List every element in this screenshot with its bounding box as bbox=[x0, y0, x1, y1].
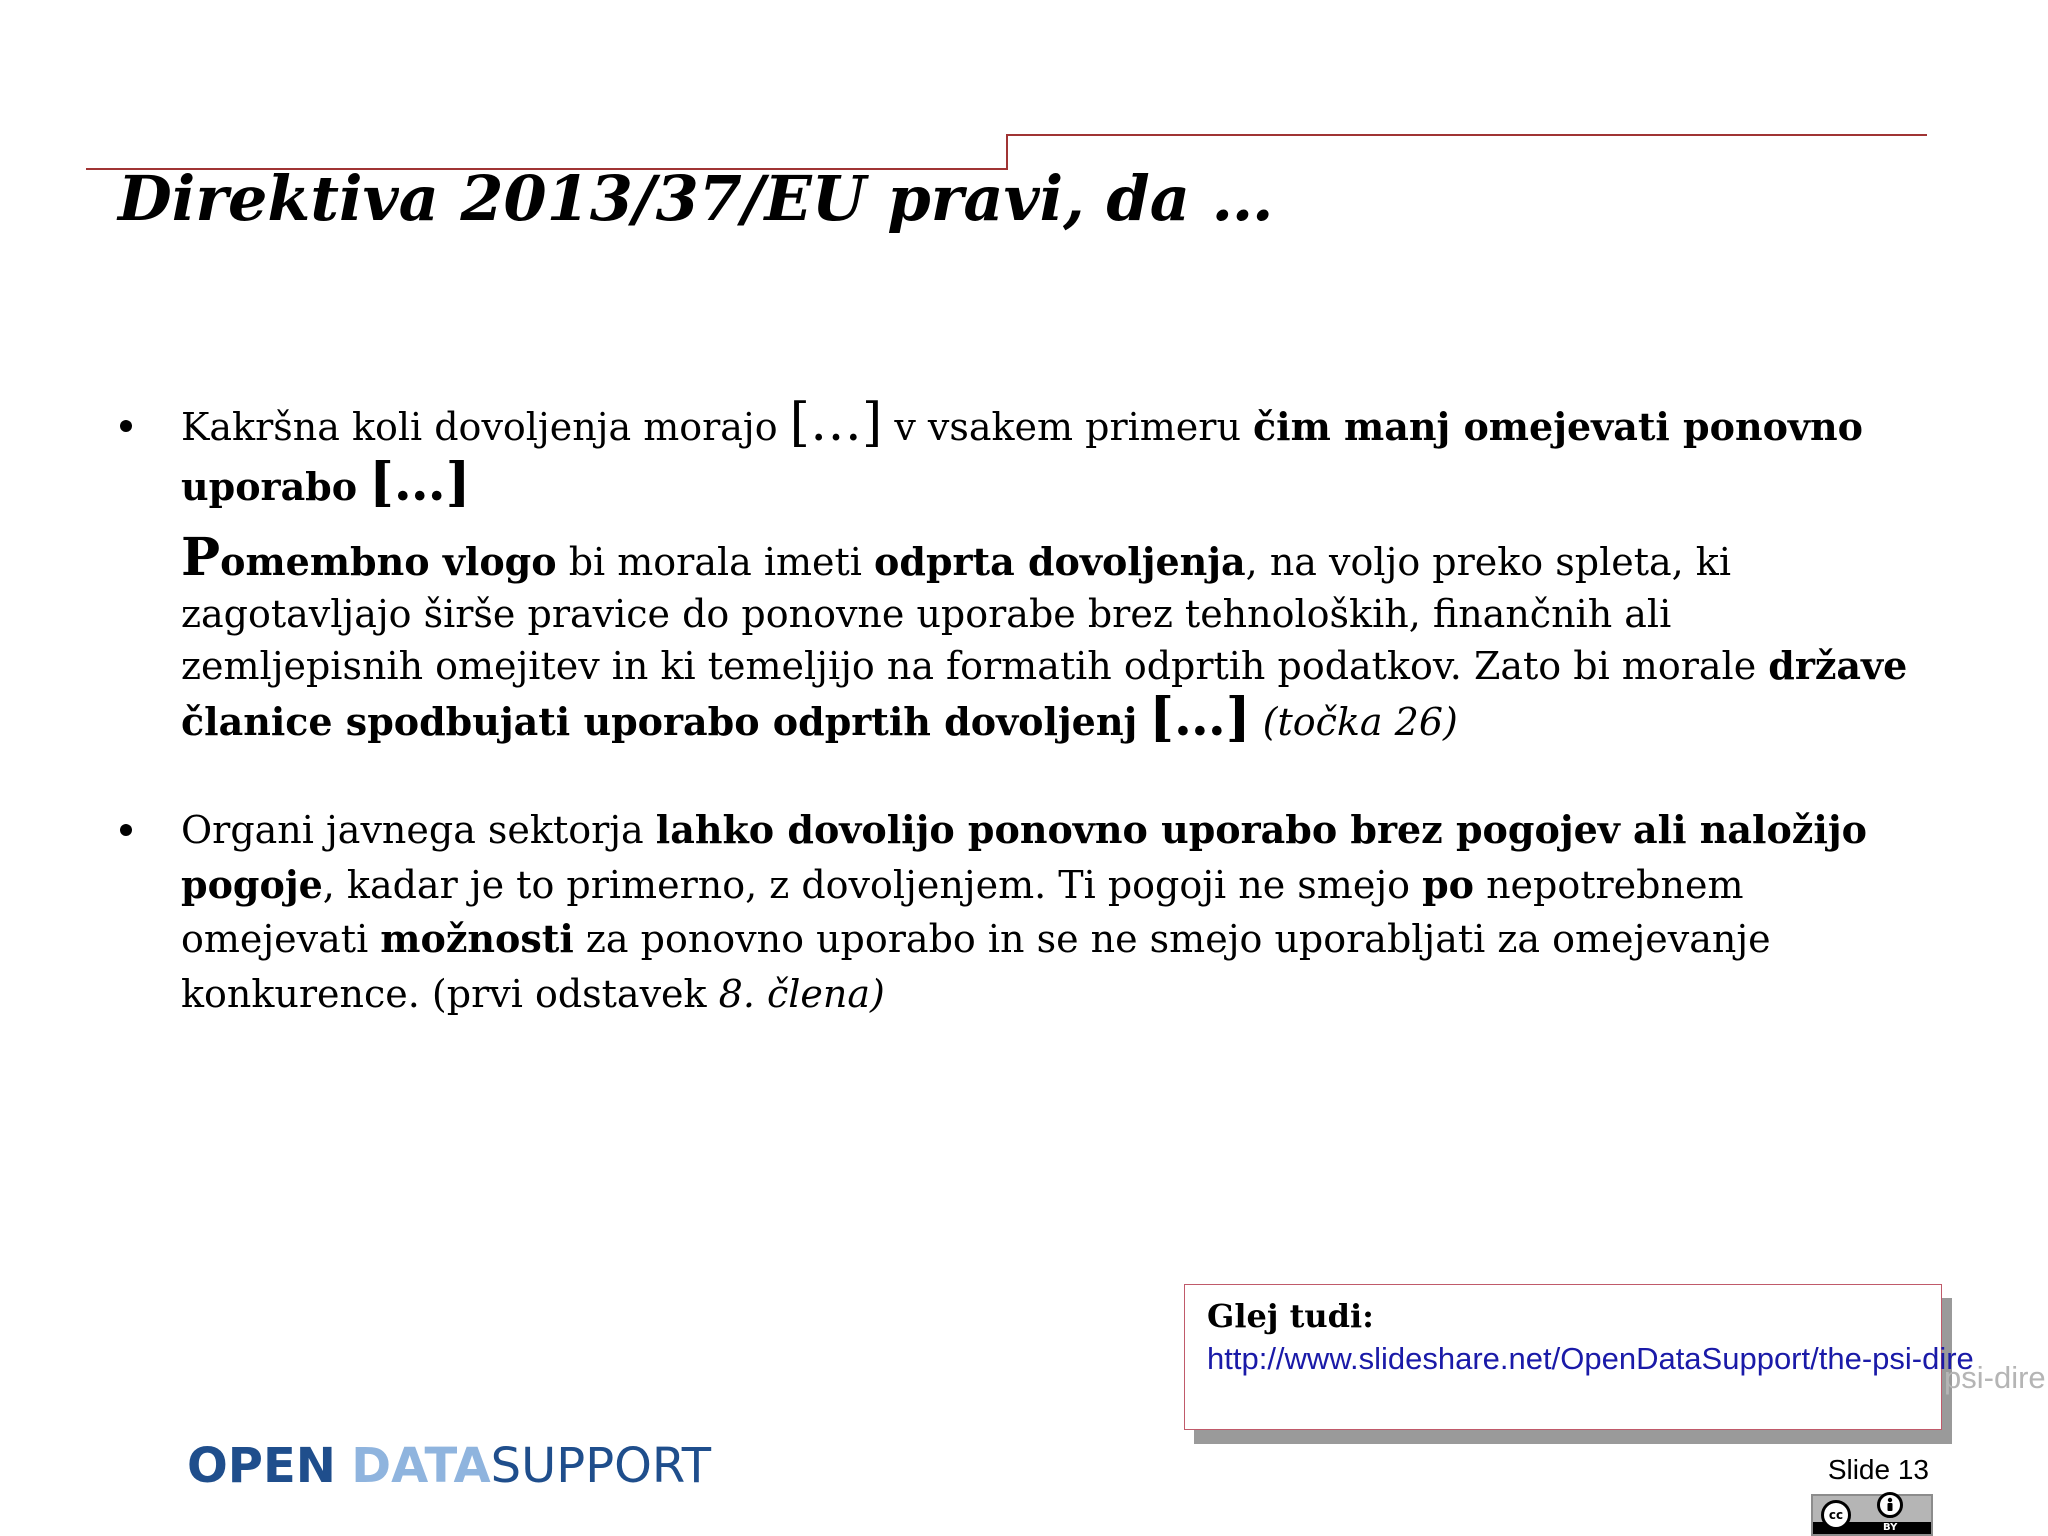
bullet-2-paragraph bbox=[181, 803, 1921, 1021]
attribution-icon bbox=[1877, 1492, 1903, 1518]
cc-icon: cc bbox=[1821, 1500, 1851, 1530]
text: , na voljo preko spleta, ki zagotavljajo širše pravice do ponovne uporabe brez tehnoloških, finančnih ali zemljepisnih omejitev in ki temeljijo na formatih odprtih podatkov. Zato bi morale bbox=[181, 540, 1769, 688]
emphasis: omembno vlogo bbox=[220, 539, 557, 584]
title-rule-right bbox=[1006, 134, 1927, 136]
bullet-1-paragraph bbox=[181, 527, 1921, 748]
text: bi morala imeti bbox=[556, 540, 875, 584]
reference: 8. člena) bbox=[718, 971, 885, 1016]
link-overflow-ghost: psi-dire bbox=[1944, 1360, 2046, 1395]
text: za ponovno uporabo in se ne smejo uporabljati za omejevanje konkurence. (prvi odstavek bbox=[181, 917, 1771, 1016]
bullet-marker-2 bbox=[120, 824, 132, 836]
text: v vsakem primeru bbox=[882, 405, 1254, 449]
bullet-marker-1 bbox=[120, 420, 132, 432]
text: nepotrebnem omejevati bbox=[181, 862, 1744, 961]
emphasis: po bbox=[1422, 861, 1474, 907]
logo-word-support: SUPPORT bbox=[490, 1438, 712, 1494]
text: Kakršna koli dovoljenja morajo bbox=[181, 405, 790, 449]
logo-word-data: DATA bbox=[351, 1438, 491, 1494]
person-icon bbox=[1880, 1495, 1900, 1515]
emphasis: možnosti bbox=[380, 916, 574, 961]
by-label: BY bbox=[1883, 1522, 1898, 1533]
see-also-box bbox=[1184, 1284, 1974, 1430]
open-data-support-logo bbox=[187, 1436, 711, 1496]
slide-number: Slide 13 bbox=[1827, 1454, 1929, 1485]
ellipsis: […] bbox=[369, 452, 471, 513]
logo-word-open: OPEN bbox=[187, 1438, 336, 1494]
emphasis: odprta dovoljenja bbox=[874, 539, 1246, 584]
see-also-link[interactable]: http://www.slideshare.net/OpenDataSupport/the-psi-dire bbox=[1207, 1341, 1974, 1376]
drop-letter: P bbox=[181, 527, 221, 588]
reference: (točka 26) bbox=[1262, 700, 1458, 744]
text: , kadar je to primerno, z dovoljenjem. Ti pogoji ne smejo bbox=[322, 862, 1423, 907]
see-also-heading: Glej tudi: bbox=[1207, 1297, 1374, 1335]
ellipsis: […] bbox=[789, 393, 883, 453]
text: Organi javnega sektorja bbox=[181, 808, 656, 852]
bullet-1-first-line bbox=[181, 393, 1921, 515]
emphasis: lahko dovolijo ponovno uporabo brez pogojev ali naložijo pogoje bbox=[181, 807, 1867, 907]
emphasis: čim manj omejevati ponovno uporabo bbox=[181, 404, 1863, 509]
cc-by-license-badge[interactable] bbox=[1811, 1494, 1933, 1536]
ellipsis: […] bbox=[1149, 687, 1251, 748]
slide-title: Direktiva 2013/37/EU pravi, da … bbox=[118, 162, 1274, 235]
emphasis: države članice spodbujati uporabo odprtih dovoljenj bbox=[181, 643, 1908, 744]
